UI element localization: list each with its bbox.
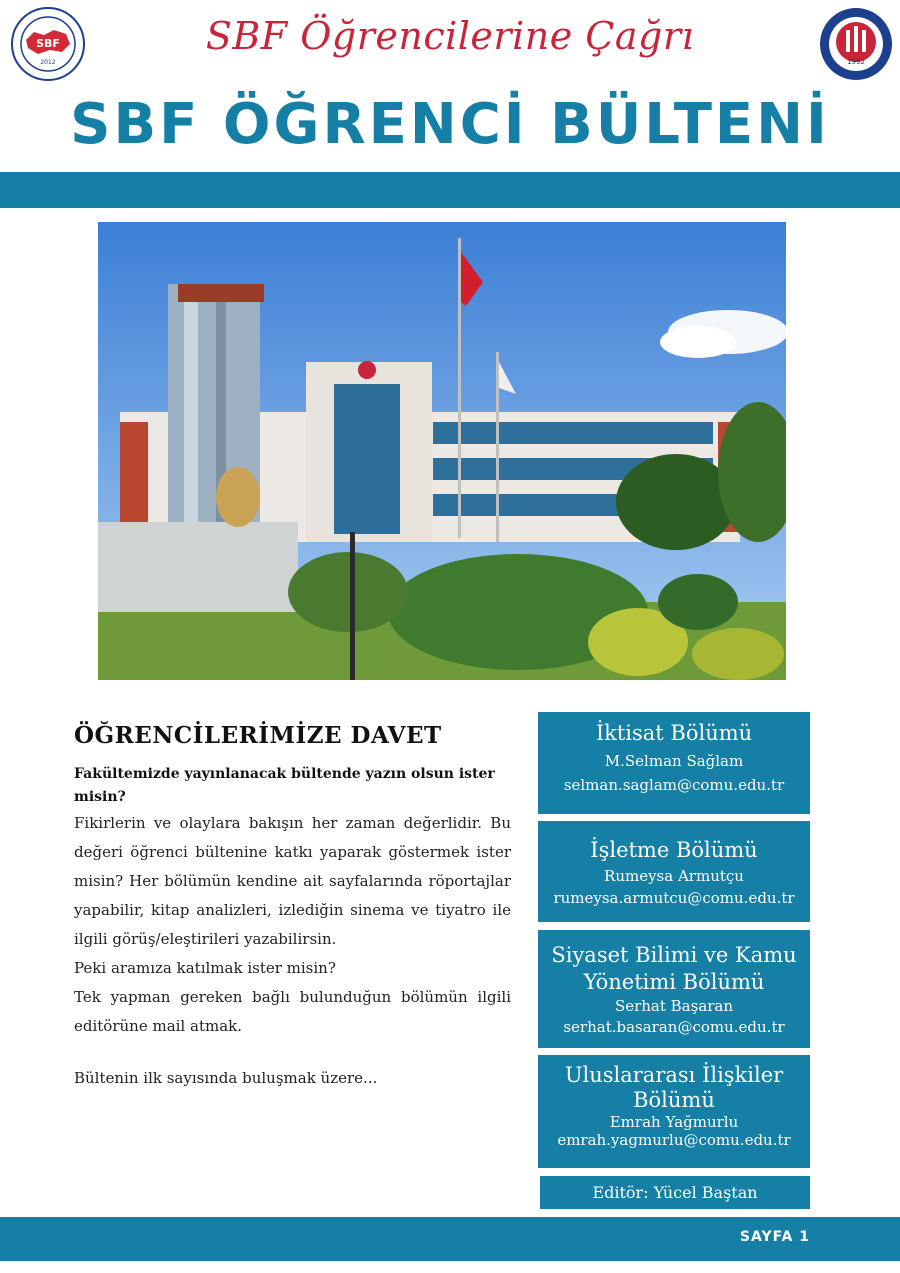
department-card-uluslararasi bbox=[538, 1055, 810, 1168]
article-question: Peki aramıza katılmak ister misin? bbox=[74, 959, 336, 977]
editor-label: Editör: Yücel Baştan bbox=[540, 1176, 810, 1209]
department-card-isletme bbox=[538, 821, 810, 922]
department-card-iktisat bbox=[538, 712, 810, 814]
logo-left-text: SBF bbox=[36, 37, 60, 50]
department-name: İktisat Bölümü bbox=[595, 721, 753, 745]
department-name: Uluslararası İlişkiler Bölümü bbox=[564, 1063, 784, 1112]
department-card-siyaset bbox=[538, 930, 810, 1048]
newsletter-title: SBF ÖĞRENCİ BÜLTENİ bbox=[70, 92, 830, 157]
department-editor: Serhat Başaran bbox=[614, 997, 734, 1015]
article-closing: Bültenin ilk sayısında buluşmak üzere... bbox=[74, 1069, 378, 1087]
logo-left-year: 2012 bbox=[40, 59, 56, 66]
logo-right-year: 1992 bbox=[847, 58, 865, 66]
department-editor: Rumeysa Armutçu bbox=[604, 867, 744, 885]
article-title: ÖĞRENCİLERİMİZE DAVET bbox=[74, 722, 442, 749]
department-email[interactable]: emrah.yagmurlu@comu.edu.tr bbox=[557, 1131, 791, 1149]
department-name: Siyaset Bilimi ve Kamu Yönetimi Bölümü bbox=[551, 943, 797, 994]
department-email[interactable]: rumeysa.armutcu@comu.edu.tr bbox=[553, 889, 795, 907]
department-editor: M.Selman Sağlam bbox=[604, 752, 744, 770]
article-lead: Fakültemizde yayınlanacak bültende yazın olsun ister misin? bbox=[74, 766, 495, 805]
top-divider-band bbox=[0, 172, 900, 208]
department-name: İşletme Bölümü bbox=[590, 838, 758, 862]
department-email[interactable]: selman.saglam@comu.edu.tr bbox=[563, 776, 785, 794]
department-editor: Emrah Yağmurlu bbox=[609, 1113, 739, 1131]
script-title: SBF Öğrencilerine Çağrı bbox=[205, 14, 695, 58]
faculty-building-photo bbox=[98, 222, 786, 680]
footer-band bbox=[0, 1217, 900, 1261]
article bbox=[74, 722, 511, 1087]
page-number: SAYFA 1 bbox=[739, 1229, 810, 1245]
article-instruction: Tek yapman gereken bağlı bulunduğun bölümün ilgili editörüne mail atmak. bbox=[74, 988, 511, 1035]
department-email[interactable]: serhat.basaran@comu.edu.tr bbox=[563, 1018, 785, 1036]
article-paragraph: Fikirlerin ve olaylara bakışın her zaman değerlidir. Bu değeri öğrenci bültenine katkı yaparak göstermek ister misin? Her bölümün kendine ait sayfalarında röportajlar yapabilir, kitap analizleri, izlediğin sinema ve tiyatro ile ilgili görüş/eleştirileri yazabilirsin. bbox=[74, 814, 511, 948]
